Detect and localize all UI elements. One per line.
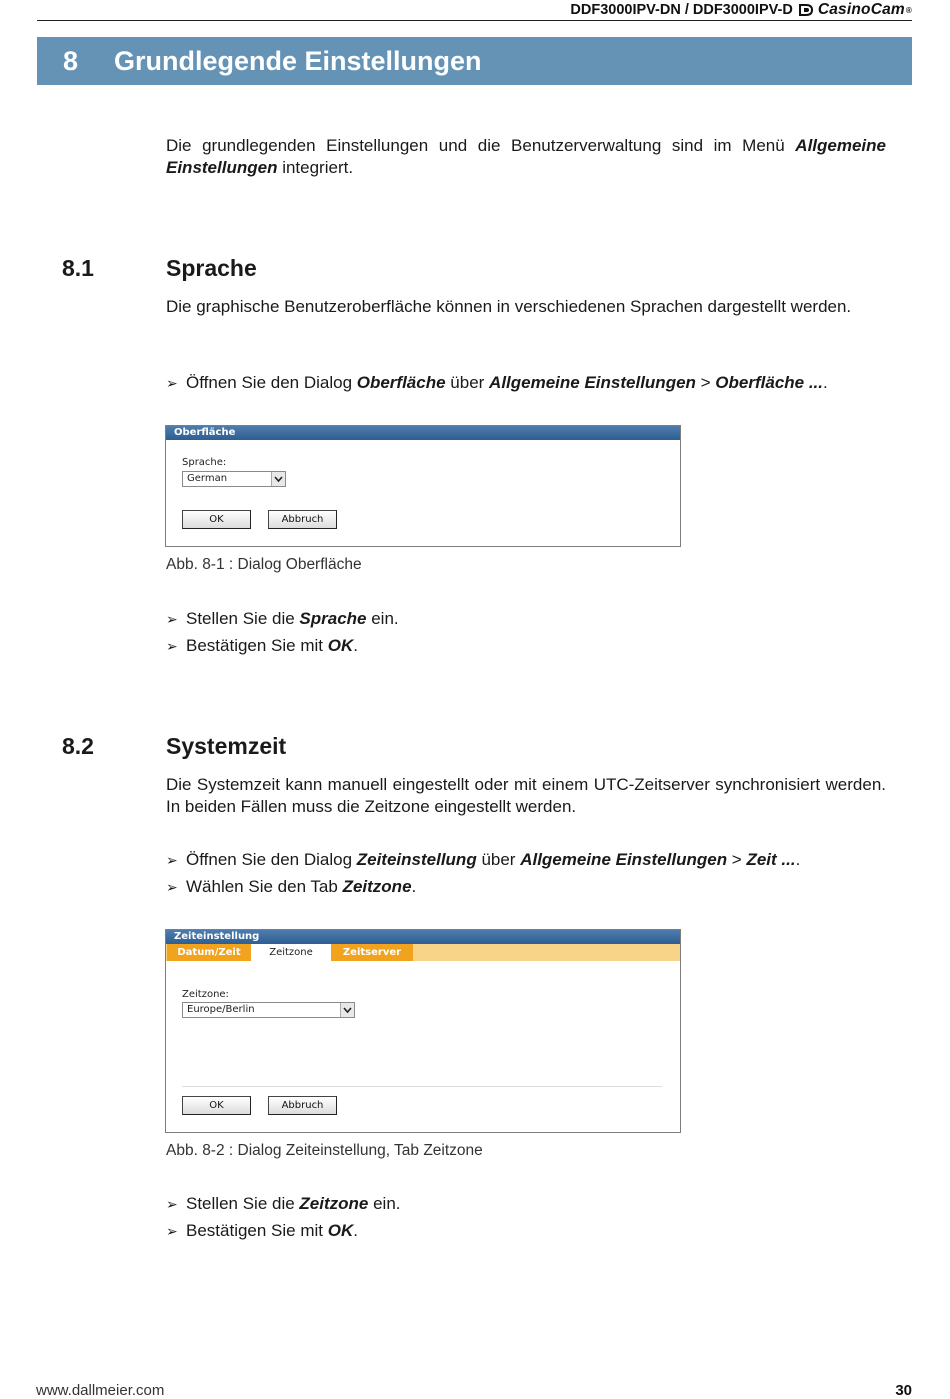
arrow-bullet-icon: ➢ bbox=[166, 375, 178, 391]
figure-caption: Abb. 8-2 : Dialog Zeiteinstellung, Tab Zeitzone bbox=[166, 1142, 483, 1159]
brand-logo bbox=[798, 1, 912, 19]
footer-url: www.dallmeier.com bbox=[36, 1382, 165, 1399]
chapter-title: Grundlegende Einstellungen bbox=[114, 46, 482, 76]
dialog-oberflaeche bbox=[165, 425, 681, 547]
section-number: 8.1 bbox=[62, 255, 94, 281]
tab-zeitzone[interactable]: Zeitzone bbox=[251, 944, 331, 961]
chapter-number: 8 bbox=[63, 46, 79, 76]
instruction-step: ➢ Wählen Sie den Tab Zeitzone. bbox=[166, 877, 417, 896]
tab-datum-zeit[interactable]: Datum/Zeit bbox=[167, 944, 251, 961]
dallmeier-logo-icon bbox=[798, 4, 816, 16]
dialog-title: Oberfläche bbox=[166, 426, 680, 440]
arrow-bullet-icon: ➢ bbox=[166, 638, 178, 654]
chevron-down-icon[interactable] bbox=[271, 472, 285, 486]
section-number: 8.2 bbox=[62, 733, 94, 759]
dialog-title: Zeiteinstellung bbox=[166, 930, 680, 944]
timezone-select-value: Europe/Berlin bbox=[187, 1004, 255, 1015]
running-header bbox=[570, 1, 912, 19]
figure-caption: Abb. 8-1 : Dialog Oberfläche bbox=[166, 556, 362, 573]
page-number: 30 bbox=[895, 1382, 912, 1399]
arrow-bullet-icon: ➢ bbox=[166, 611, 178, 627]
instruction-step: ➢ Stellen Sie die Sprache ein. bbox=[166, 609, 399, 628]
chevron-down-icon[interactable] bbox=[340, 1003, 354, 1017]
arrow-bullet-icon: ➢ bbox=[166, 852, 178, 868]
brand-name: CasinoCam bbox=[817, 1, 905, 18]
brand-registered: ® bbox=[905, 5, 912, 15]
intro-paragraph: Die grundlegenden Einstellungen und die Benutzerverwaltung sind im Menü Allgemeine Einstellungen integriert. bbox=[166, 136, 886, 177]
instruction-step: ➢ Bestätigen Sie mit OK. bbox=[166, 1221, 358, 1240]
section-paragraph: Die graphische Benutzeroberfläche können in verschiedenen Sprachen dargestellt werden. bbox=[166, 297, 852, 316]
divider bbox=[182, 1086, 662, 1087]
chapter-heading-bar bbox=[37, 37, 912, 85]
dialog-zeiteinstellung bbox=[165, 929, 681, 1133]
language-select-value: German bbox=[187, 473, 228, 484]
section-paragraph: Die Systemzeit kann manuell eingestellt oder mit einem UTC-Zeitserver synchronisiert werden. In beiden Fällen muss die Zeitzone eingestellt werden. bbox=[166, 775, 886, 816]
arrow-bullet-icon: ➢ bbox=[166, 1196, 178, 1212]
timezone-label: Zeitzone: bbox=[182, 989, 229, 1000]
cancel-button[interactable]: Abbruch bbox=[268, 1096, 337, 1115]
section-title: Sprache bbox=[166, 255, 257, 281]
instruction-step: ➢ Öffnen Sie den Dialog Oberfläche über Allgemeine Einstellungen > Oberfläche .... bbox=[166, 373, 828, 392]
tab-bar bbox=[166, 944, 680, 961]
header-rule bbox=[37, 20, 912, 21]
language-label: Sprache: bbox=[182, 457, 227, 468]
ok-button[interactable]: OK bbox=[182, 1096, 251, 1115]
instruction-step: ➢ Öffnen Sie den Dialog Zeiteinstellung über Allgemeine Einstellungen > Zeit .... bbox=[166, 850, 801, 869]
ok-button[interactable]: OK bbox=[182, 510, 251, 529]
language-select[interactable] bbox=[182, 471, 286, 487]
section-title: Systemzeit bbox=[166, 733, 287, 759]
arrow-bullet-icon: ➢ bbox=[166, 1223, 178, 1239]
cancel-button[interactable]: Abbruch bbox=[268, 510, 337, 529]
instruction-step: ➢ Stellen Sie die Zeitzone ein. bbox=[166, 1194, 401, 1213]
instruction-step: ➢ Bestätigen Sie mit OK. bbox=[166, 636, 358, 655]
timezone-select[interactable] bbox=[182, 1002, 355, 1018]
tab-zeitserver[interactable]: Zeitserver bbox=[331, 944, 413, 961]
arrow-bullet-icon: ➢ bbox=[166, 879, 178, 895]
header-model: DDF3000IPV-DN / DDF3000IPV-D bbox=[570, 2, 793, 18]
